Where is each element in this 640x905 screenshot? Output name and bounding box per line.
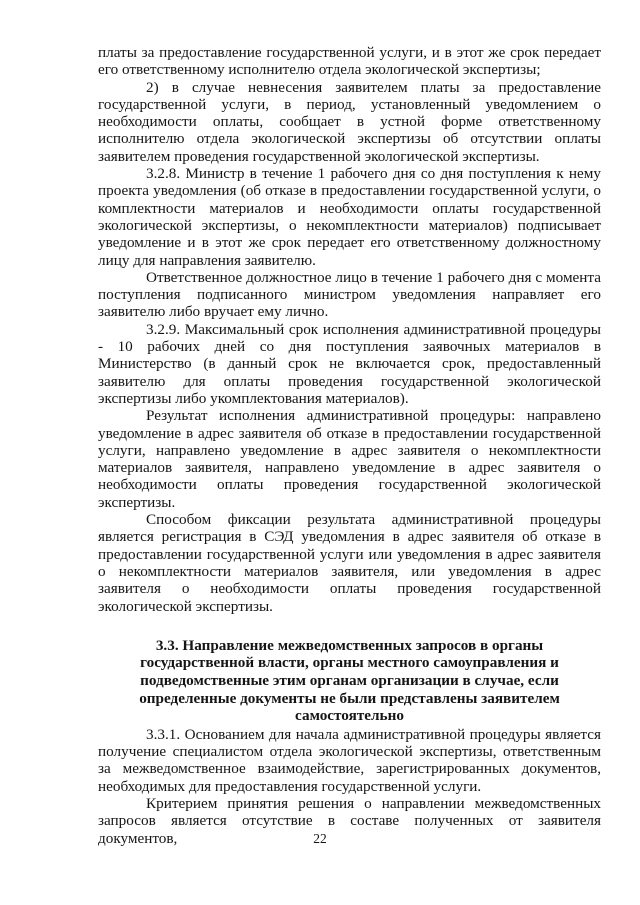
paragraph-3-3-1: 3.3.1. Основанием для начала административной процедуры является получение специалистом отдела экологической экспертизы, ответственным за межведомственное взаимодействие, зарегистрированных документов, необходимых для предоставления государственной услуги. [98,725,601,795]
paragraph-decision-criterion: Критерием принятия решения о направлении межведомственных запросов является отсутствие в составе полученных от заявителя документов, [98,794,601,847]
paragraph-3-2-8: 3.2.8. Министр в течение 1 рабочего дня со дня поступления к нему проекта уведомления (об отказе в предоставлении государственной услуги, о комплектности материалов и необходимости оплаты государственной экологической экспертизы, о некомплектности материалов) подписывает уведомление и в этот же срок передает его ответственному должностному лицу для направления заявителю. [98,165,601,269]
page-number: 22 [313,831,327,846]
paragraph-result-fixation: Способом фиксации результата административной процедуры является регистрация в СЭД уведомления в адрес заявителя об отказе в предоставлении государственной услуги или уведомления в адрес заявителя о некомплектности материалов заявителя, или уведомления в адрес заявителя о необходимости оплаты проведения государственной экологической экспертизы. [98,511,601,615]
paragraph-3-2-9: 3.2.9. Максимальный срок исполнения административной процедуры - 10 рабочих дней со дня поступления заявочных материалов в Министерство (в данный срок не включается срок, предоставленный заявителю для оплаты проведения государственной экологической экспертизы либо укомплектования материалов). [98,320,601,407]
paragraph-item-2: 2) в случае невнесения заявителем платы за предоставление государственной услуги, в период, установленный уведомлением о необходимости оплаты, сообщает в устной форме ответственному исполнителю отдела экологической экспертизы об отсутствии оплаты заявителем проведения государственной экологической экспертизы. [98,78,601,165]
paragraph-procedure-result: Результат исполнения административной процедуры: направлено уведомление в адрес заявителя об отказе в предоставлении государственной услуги, направлено уведомление в адрес заявителя о некомплектности материалов заявителя, направлено уведомление в адрес заявителя о необходимости оплаты проведения государственной экологической экспертизы. [98,407,601,511]
paragraph-continuation: платы за предоставление государственной услуги, и в этот же срок передает его ответственному исполнителю отдела экологической экспертизы; [98,44,601,79]
section-heading-3-3: 3.3. Направление межведомственных запросов в органы государственной власти, органы местного самоуправления и подведомственные этим органам организации в случае, если определенные документы не были представлены заявителем самостоятельно [139,636,560,725]
paragraph-responsible-official: Ответственное должностное лицо в течение 1 рабочего дня с момента поступления подписанного министром уведомления направляет его заявителю либо вручает ему лично. [98,268,601,321]
document-body [98,44,601,847]
